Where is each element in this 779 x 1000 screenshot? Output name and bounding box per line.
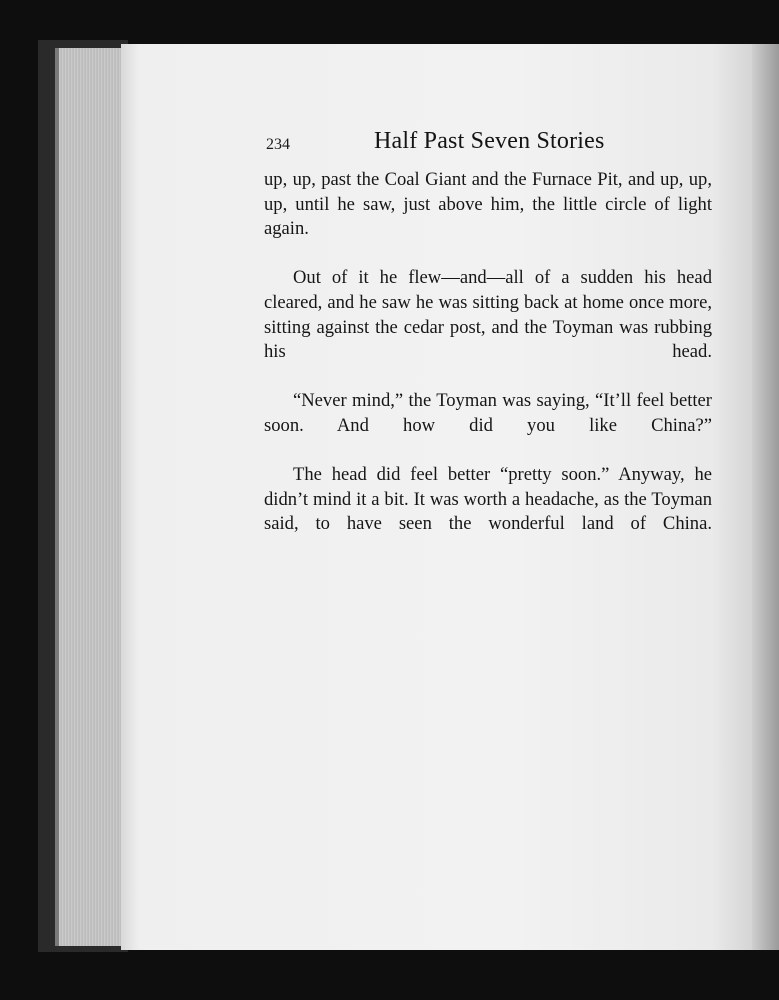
paragraph: “Never mind,” the Toyman was saying, “It’ll feel better soon. And how did you like China?” (264, 390, 712, 436)
body-text (264, 168, 712, 562)
page-number: 234 (266, 136, 290, 153)
paragraph: The head did feel better “pretty soon.” Anyway, he didn’t mind it a bit. It was worth a headache, as the Toyman said, to have seen the wonderful land of China. (264, 464, 712, 535)
page-header (266, 128, 712, 162)
running-title: Half Past Seven Stories (374, 128, 605, 154)
paragraph: up, up, past the Coal Giant and the Furnace Pit, and up, up, up, until he saw, just above him, the little circle of light again. (264, 169, 712, 240)
paragraph: Out of it he flew—and—all of a sudden his head cleared, and he saw he was sitting back at home once more, sitting against the cedar post, and the Toyman was rubbing his head. (264, 267, 712, 363)
page-edges (55, 48, 127, 946)
book-cover-right (752, 44, 779, 950)
